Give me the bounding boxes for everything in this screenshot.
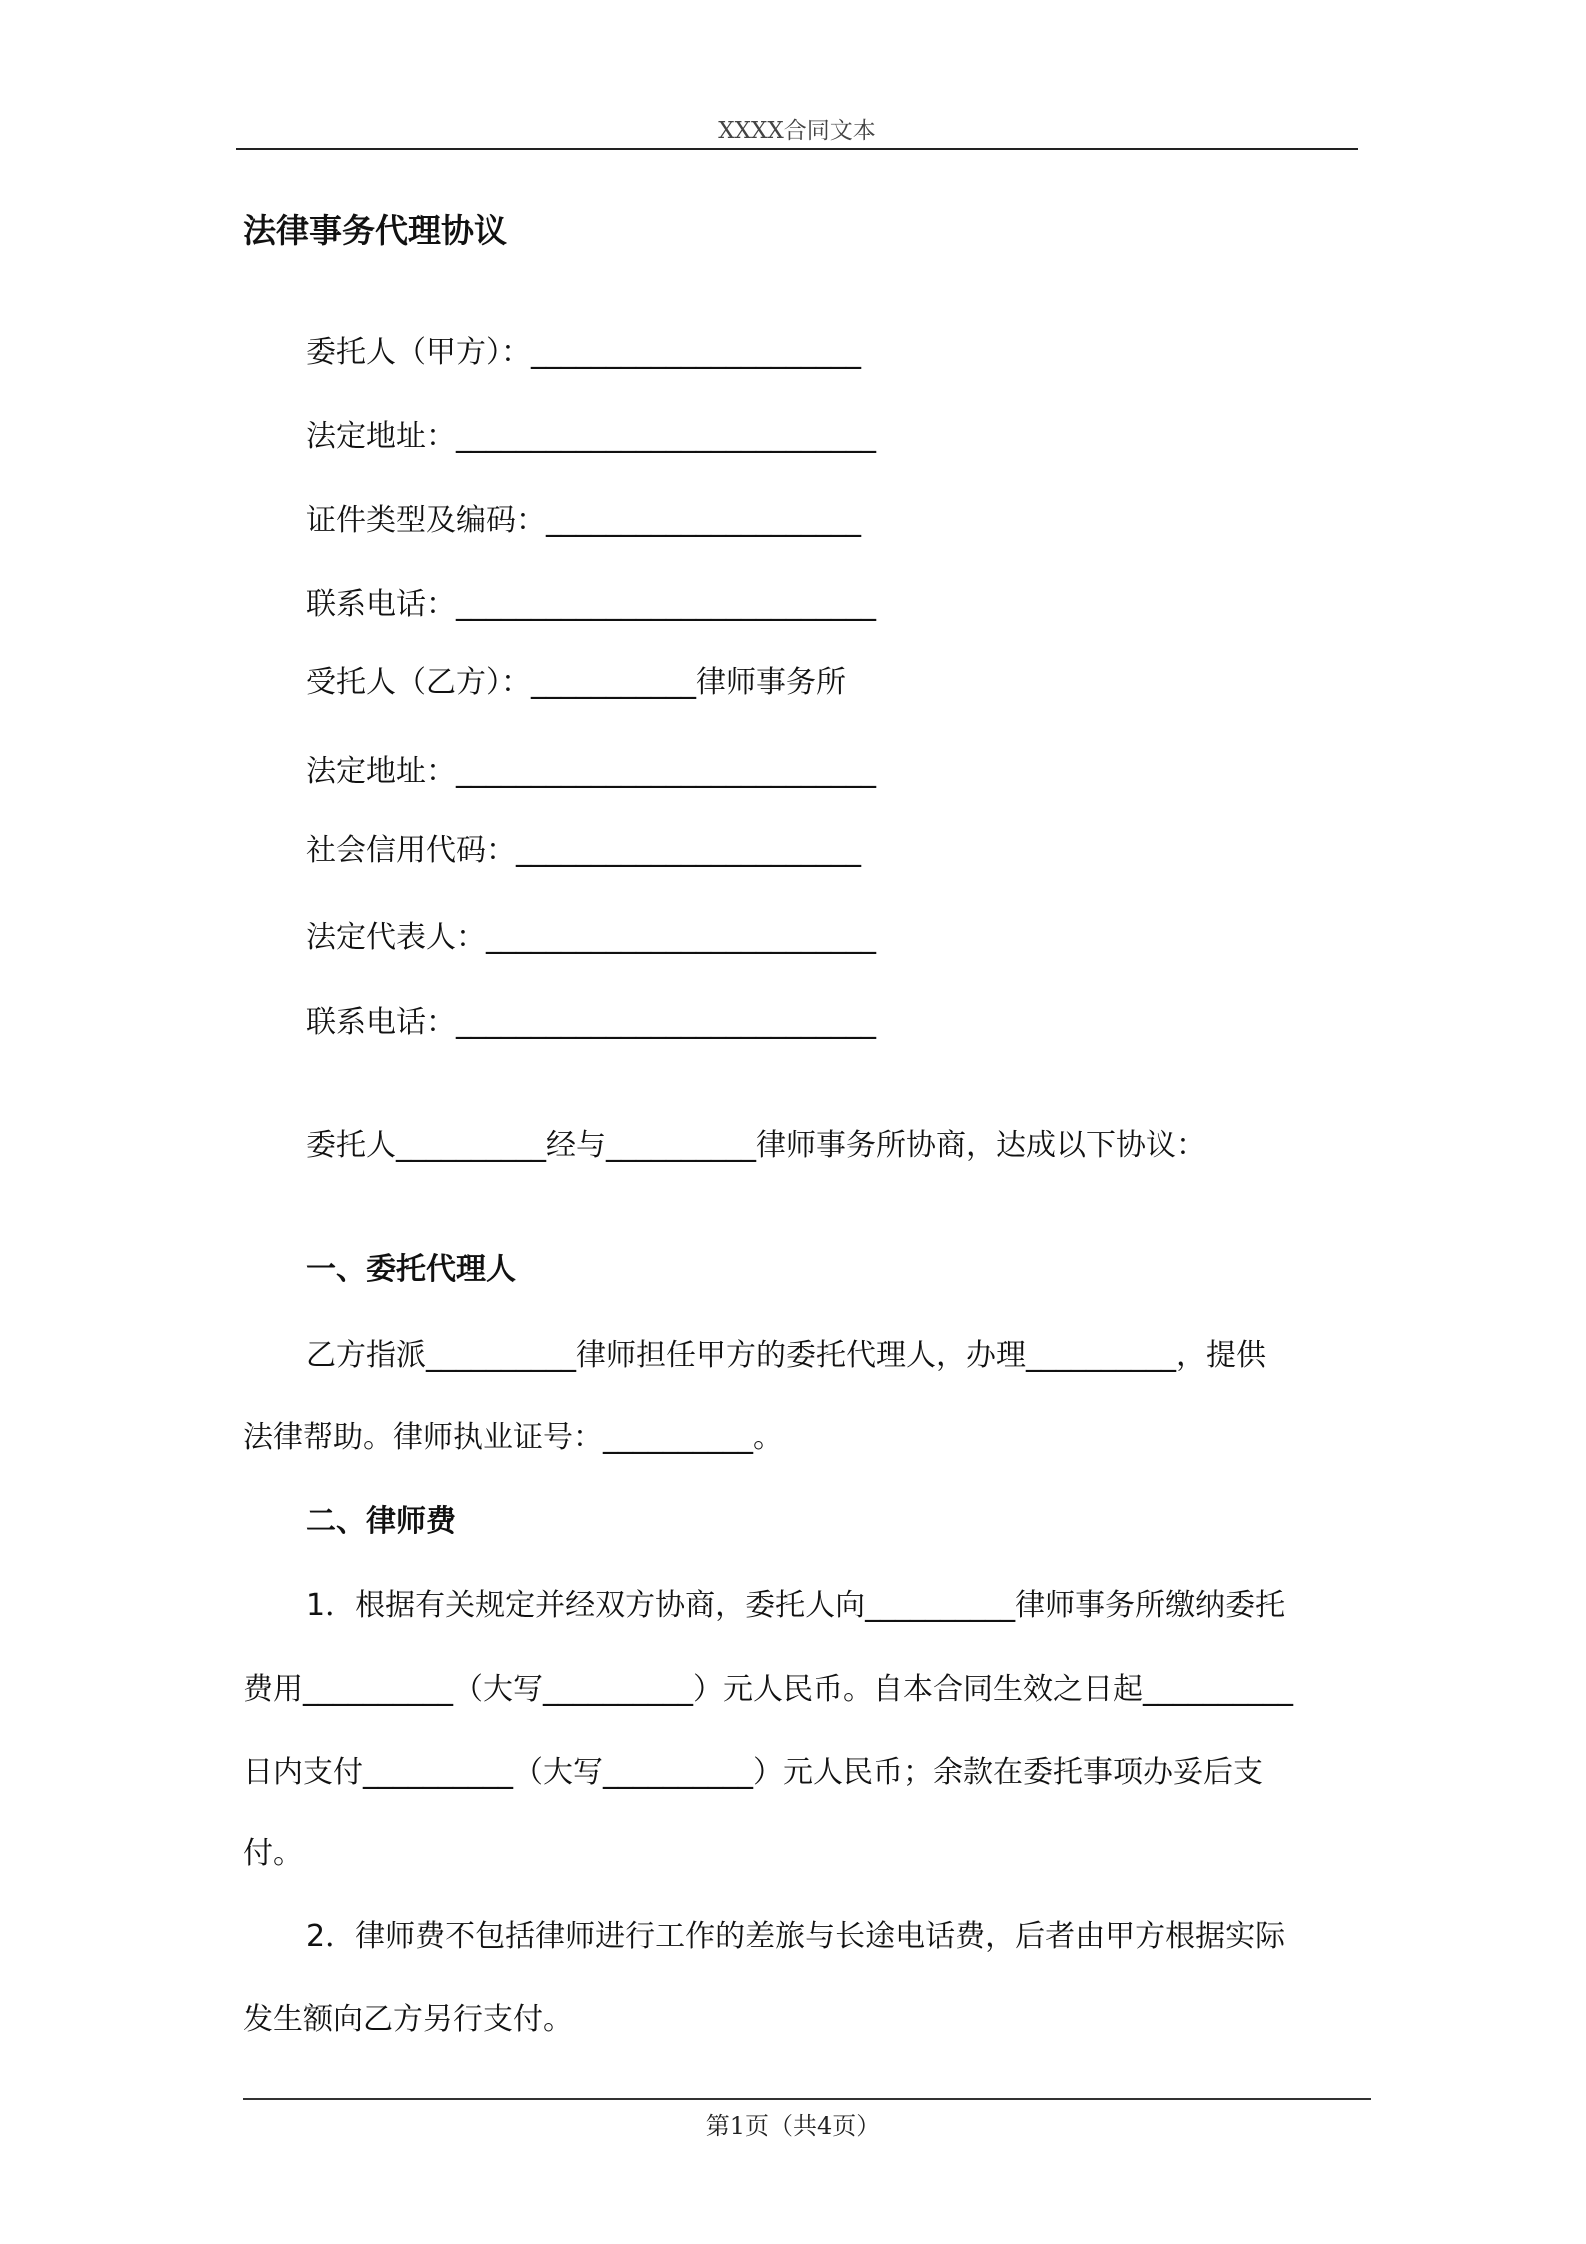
party-b-address-label: 法定地址： [306, 754, 456, 789]
s2-p1-text-f: 日内支付 [243, 1755, 363, 1790]
party-a-name-blank[interactable]: ______________________ [531, 335, 861, 370]
party-b-credit-blank[interactable]: _______________________ [516, 833, 861, 868]
party-a-address-row [306, 417, 876, 457]
document-title: 法律事务代理协议 [243, 211, 507, 250]
s1-text-c: ，提供 [1176, 1338, 1266, 1373]
intro-text-2: 经与 [546, 1128, 606, 1163]
s2-p1-text-h: ）元人民币；余款在委托事项办妥后支 [753, 1755, 1263, 1790]
s1-blank-3[interactable]: __________ [603, 1420, 753, 1455]
section-2-p2-line-2: 发生额向乙方另行支付。 [243, 2002, 573, 2037]
s2-p1-blank-2[interactable]: __________ [303, 1672, 453, 1707]
s2-p1-text-g: （大写 [513, 1755, 603, 1790]
intro-blank-1[interactable]: __________ [396, 1128, 546, 1163]
page-header [236, 108, 1358, 150]
s2-p1-blank-3[interactable]: __________ [543, 1672, 693, 1707]
party-a-id-blank[interactable]: _____________________ [546, 503, 861, 538]
intro-text-1: 委托人 [306, 1128, 396, 1163]
section-1-line-2 [243, 1418, 783, 1458]
party-b-address-row [306, 752, 876, 792]
party-b-name-suffix: 律师事务所 [696, 665, 846, 700]
party-b-name-blank[interactable]: ___________ [531, 665, 696, 700]
section-2-p2-line-1: 2．律师费不包括律师进行工作的差旅与长途电话费，后者由甲方根据实际 [306, 1919, 1286, 1954]
party-a-name-label: 委托人（甲方）： [306, 335, 531, 370]
s1-text-b: 律师担任甲方的委托代理人，办理 [576, 1338, 1026, 1373]
s2-p1-blank-1[interactable]: __________ [865, 1588, 1016, 1623]
s2-p1-text-d: （大写 [453, 1672, 543, 1707]
party-b-name-row [306, 663, 846, 703]
party-a-phone-blank[interactable]: ____________________________ [456, 587, 876, 622]
section-2-heading: 二、律师费 [306, 1504, 456, 1539]
s2-p1-blank-4[interactable]: __________ [1143, 1672, 1293, 1707]
s1-text-e: 。 [753, 1420, 783, 1455]
s1-blank-1[interactable]: __________ [426, 1338, 576, 1373]
s1-text-d: 法律帮助。律师执业证号： [243, 1420, 603, 1455]
header-title: XXXX合同文本 [718, 118, 876, 144]
party-b-address-blank[interactable]: ____________________________ [456, 754, 876, 789]
party-b-credit-label: 社会信用代码： [306, 833, 516, 868]
party-b-rep-label: 法定代表人： [306, 920, 486, 955]
party-b-credit-row [306, 831, 861, 871]
party-b-phone-label: 联系电话： [306, 1005, 456, 1040]
intro-paragraph [306, 1126, 1206, 1166]
s2-p1-text-c: 费用 [243, 1672, 303, 1707]
party-a-phone-label: 联系电话： [306, 587, 456, 622]
s1-blank-2[interactable]: __________ [1026, 1338, 1176, 1373]
party-b-rep-row [306, 918, 876, 958]
party-b-phone-row [306, 1003, 876, 1043]
section-2-p1-line-4: 付。 [243, 1836, 303, 1871]
party-b-rep-blank[interactable]: __________________________ [486, 920, 876, 955]
section-1-line-1 [306, 1336, 1266, 1376]
party-b-phone-blank[interactable]: ____________________________ [456, 1005, 876, 1040]
section-2-p1-line-1 [306, 1586, 1285, 1626]
intro-text-3: 律师事务所协商，达成以下协议： [756, 1128, 1206, 1163]
section-1-heading: 一、委托代理人 [306, 1252, 516, 1287]
party-a-id-label: 证件类型及编码： [306, 503, 546, 538]
s2-p1-text-b: 律师事务所缴纳委托 [1015, 1588, 1286, 1623]
s1-text-a: 乙方指派 [306, 1338, 426, 1373]
party-a-address-label: 法定地址： [306, 419, 456, 454]
footer-rule [243, 2098, 1371, 2100]
intro-blank-2[interactable]: __________ [606, 1128, 756, 1163]
page-number: 第1页（共4页） [705, 2112, 881, 2140]
section-2-p1-line-2 [243, 1670, 1293, 1710]
party-a-id-row [306, 501, 861, 541]
s2-p1-blank-6[interactable]: __________ [603, 1755, 753, 1790]
s2-p1-text-e: ）元人民币。自本合同生效之日起 [693, 1672, 1143, 1707]
party-b-name-label: 受托人（乙方）： [306, 665, 531, 700]
s2-p1-blank-5[interactable]: __________ [363, 1755, 513, 1790]
party-a-phone-row [306, 585, 876, 625]
party-a-name-row [306, 333, 861, 373]
party-a-address-blank[interactable]: ____________________________ [456, 419, 876, 454]
s2-p1-text-a: 1．根据有关规定并经双方协商，委托人向 [306, 1588, 866, 1623]
section-2-p1-line-3 [243, 1753, 1263, 1793]
